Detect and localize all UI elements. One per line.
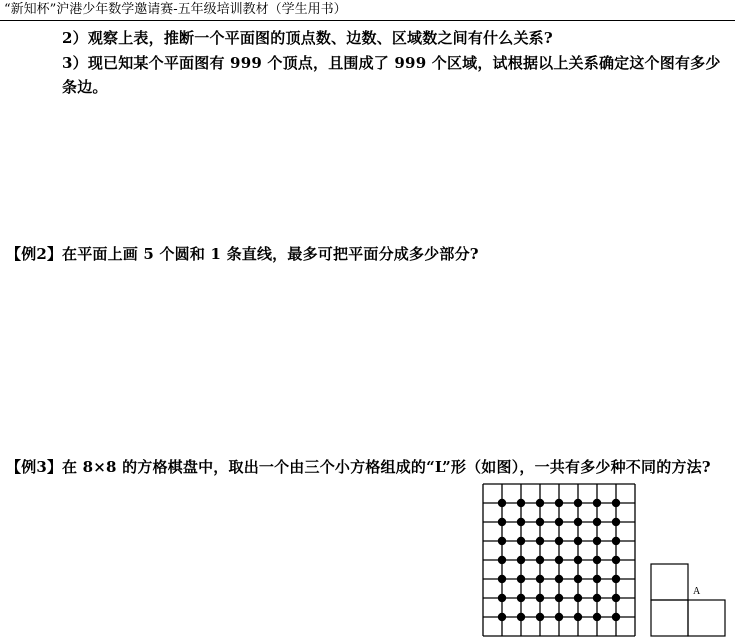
question-3-line-2: 条边。 bbox=[62, 78, 108, 96]
grid-dot bbox=[574, 594, 582, 602]
grid-dot bbox=[593, 594, 601, 602]
grid-dot bbox=[536, 613, 544, 621]
grid-dot bbox=[517, 499, 525, 507]
grid-dot bbox=[536, 537, 544, 545]
example-2 bbox=[6, 243, 479, 264]
grid-dot bbox=[517, 613, 525, 621]
grid-dot bbox=[593, 537, 601, 545]
grid-dot bbox=[517, 556, 525, 564]
grid-dot bbox=[593, 518, 601, 526]
grid-dot bbox=[498, 518, 506, 526]
example-2-text: 在平面上画 5 个圆和 1 条直线，最多可把平面分成多少部分? bbox=[62, 245, 479, 263]
grid-dot bbox=[574, 613, 582, 621]
question-3-line-1: 3）现已知某个平面图有 999 个顶点，且围成了 999 个区域，试根据以上关系确定这个图有多少 bbox=[62, 54, 721, 72]
grid-dot bbox=[612, 499, 620, 507]
grid-dot bbox=[612, 575, 620, 583]
grid-dot bbox=[555, 518, 563, 526]
grid-dot bbox=[555, 575, 563, 583]
example-3 bbox=[6, 456, 711, 477]
l-shape-top-square bbox=[651, 564, 688, 600]
l-shape-bottom-right-square bbox=[688, 600, 725, 636]
grid-dot bbox=[593, 613, 601, 621]
grid-dot bbox=[574, 556, 582, 564]
grid-dot bbox=[498, 537, 506, 545]
example-2-label: 【例2】 bbox=[6, 245, 63, 263]
grid-dot bbox=[517, 594, 525, 602]
grid-dot bbox=[612, 518, 620, 526]
grid-dot bbox=[555, 594, 563, 602]
grid-dot bbox=[555, 613, 563, 621]
grid-dot bbox=[498, 556, 506, 564]
l-shape-figure bbox=[650, 562, 730, 638]
grid-dot bbox=[536, 499, 544, 507]
grid-dot bbox=[555, 499, 563, 507]
grid-dot bbox=[536, 518, 544, 526]
grid-dot bbox=[498, 594, 506, 602]
grid-dot bbox=[612, 613, 620, 621]
grid-dot bbox=[612, 594, 620, 602]
grid-dot bbox=[612, 537, 620, 545]
l-shape-bottom-left-square bbox=[651, 600, 688, 636]
grid-dot bbox=[593, 575, 601, 583]
grid-dot bbox=[555, 537, 563, 545]
question-2: 2）观察上表，推断一个平面图的顶点数、边数、区域数之间有什么关系? bbox=[62, 29, 553, 47]
grid-dot bbox=[574, 518, 582, 526]
grid-dot bbox=[555, 556, 563, 564]
grid-dot bbox=[498, 499, 506, 507]
grid-dot bbox=[498, 575, 506, 583]
grid-dot bbox=[612, 556, 620, 564]
grid-dot bbox=[593, 499, 601, 507]
chessboard-figure bbox=[480, 481, 640, 643]
example-3-text: 在 8×8 的方格棋盘中，取出一个由三个小方格组成的“L”形（如图），一共有多少种不同的方法? bbox=[62, 458, 711, 476]
grid-dot bbox=[517, 518, 525, 526]
example-3-label: 【例3】 bbox=[6, 458, 63, 476]
grid-dot bbox=[536, 575, 544, 583]
grid-dot bbox=[593, 556, 601, 564]
grid-dot bbox=[574, 499, 582, 507]
l-shape-label: A bbox=[693, 586, 701, 597]
grid-dot bbox=[574, 575, 582, 583]
header-title: “新知杯”沪港少年数学邀请赛-五年级培训教材（学生用书） bbox=[4, 2, 347, 17]
page-header bbox=[0, 0, 735, 21]
grid-dot bbox=[536, 594, 544, 602]
grid-dot bbox=[574, 537, 582, 545]
grid-dot bbox=[536, 556, 544, 564]
grid-dot bbox=[498, 613, 506, 621]
grid-dot bbox=[517, 575, 525, 583]
grid-dot bbox=[517, 537, 525, 545]
